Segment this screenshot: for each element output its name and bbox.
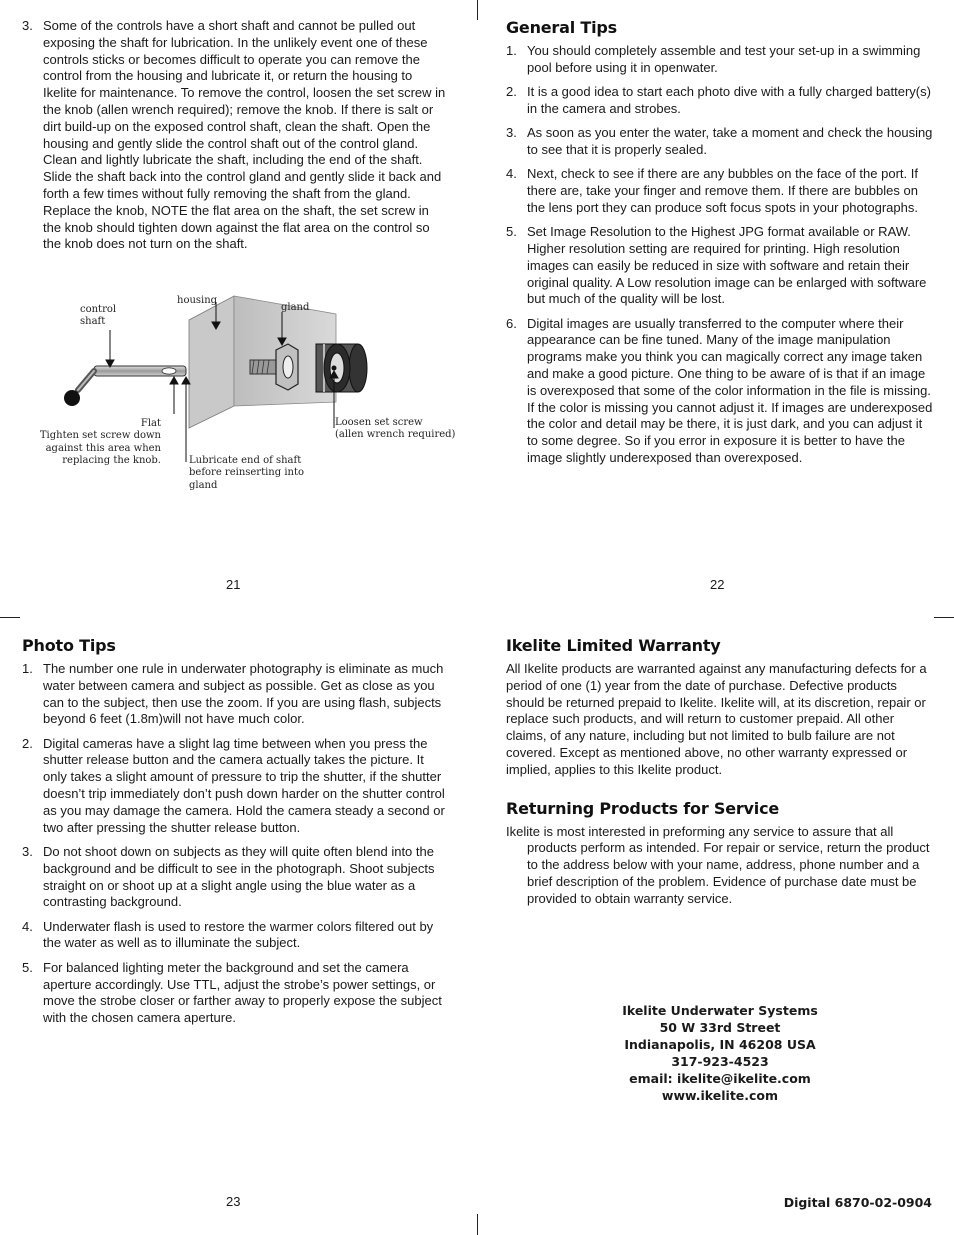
label-housing: housing (177, 295, 218, 306)
item-text: The number one rule in underwater photography is eliminate as much water between camera and subject as possible. Get as close as you can to the subject, then use the zoom. If you are using flash, subjects beyond 6 feet (1.8m)will not have much color. (43, 661, 444, 727)
label-line: Loosen set screw (335, 417, 423, 428)
address-web: www.ikelite.com (661, 1088, 779, 1103)
list-item (22, 736, 448, 837)
list-item (22, 661, 448, 728)
label-line: replacing the knob. (62, 454, 161, 466)
label-line: Flat (140, 418, 161, 429)
label-line: shaft (80, 316, 106, 328)
page-number-23: 23 (226, 1194, 241, 1209)
list-item (506, 43, 934, 77)
page-number-22: 22 (710, 577, 725, 592)
control-shaft-diagram (36, 278, 456, 503)
page-22 (506, 18, 934, 474)
trim-mark-right (934, 617, 954, 618)
label-gland: gland (281, 302, 310, 313)
service-heading: Returning Products for Service (506, 798, 780, 818)
list-item (22, 960, 448, 1027)
page-number-21: 21 (226, 577, 241, 592)
list-item (506, 84, 934, 118)
item-text: Next, check to see if there are any bubbles on the face of the port. If there are, take your finger and remove them. If there are bubbles on the lens port they can produce soft focus spots in your photographs. (527, 166, 918, 215)
list-item (506, 316, 934, 467)
list-item (22, 844, 448, 911)
item-text: Do not shoot down on subjects as they will quite often blend into the background and be difficult to see in the photograph. Shoot subjects straight on or shoot up at a slight angle using the blue water as a contrasting background. (43, 843, 435, 910)
item-text: For balanced lighting meter the background and set the camera aperture accordingly. Use TTL, adjust the strobe’s power settings, or move the strobe closer or farther away to properly expose the subject with the chosen camera aperture. (43, 959, 442, 1026)
label-flat (40, 418, 161, 467)
list-item (22, 18, 448, 253)
page-23 (22, 636, 448, 1034)
item-text: You should completely assemble and test your set-up in a swimming pool before using it in openwater. (527, 43, 921, 75)
item-text: Digital cameras have a slight lag time between when you press the shutter release button and the camera actually takes the picture. It only takes a slight amount of pressure to trip the shutter, if the shutter doesn’t trip immediately don’t push down harder on the shutter control as you may damage the camera. Hold the camera steady a second or two after pressing the shutter release button. (43, 735, 445, 835)
control-shaft (64, 366, 186, 406)
photo-tips-heading: Photo Tips (22, 636, 116, 655)
item-number: 2. (506, 84, 517, 100)
housing-wall-edge (189, 296, 234, 428)
address-street: 50 W 33rd Street (659, 1020, 781, 1035)
general-tips-heading: General Tips (506, 18, 617, 37)
list-item (506, 166, 934, 216)
item-text: It is a good idea to start each photo dive with a fully charged battery(s) in the camera and strobes. (527, 84, 931, 116)
item-number: 5. (22, 959, 33, 975)
knob (316, 344, 367, 392)
item-number: 3. (506, 125, 517, 141)
item-number: 2. (22, 735, 33, 751)
item-text: Some of the controls have a short shaft and cannot be pulled out exposing the shaft for lubrication. In the unlikely event one of these controls sticks or becomes difficult to operate you can remove the control from the housing and lubricate it, or return the housing to Ikelite for maintenance. To remove the control, loosen the set screw in the knob (allen wrench required); remove the knob. If there is salt or dirt build-up on the exposed control shaft, clean the shaft. Open the housing and gently slide the control shaft out of the control gland. Clean and lightly lubricate the shaft, including the end of the shaft. Slide the shaft back into the control gland and gently slide it back and forth a few times without fully removing the shaft from the gland. Replace the knob, NOTE the flat area on the shaft, the set screw in the knob should tighten down against the flat area on the control so the knob does not turn on the shaft. (43, 18, 446, 252)
item-number: 3. (22, 843, 33, 859)
photo-tips-list (22, 661, 448, 1027)
address-company: Ikelite Underwater Systems (622, 1003, 818, 1018)
control-maintenance-list (22, 18, 448, 253)
list-item (506, 224, 934, 308)
item-text: Digital images are usually transferred to the computer where their appearance can be fine tuned. Many of the image manipulation programs make you think you can magically correct any image taken and make a good picture. One thing to be aware of is that if an image is overexposed that some of the color information in the file is missing. If the color is missing you cannot adjust it. If images are underexposed the color and detail may be there, it is just dark, and you can adjust it to some degree. So if you error in exposure it is better to have the image slightly underexposed than overexposed. (527, 315, 933, 466)
label-lubricate (189, 455, 304, 492)
address-city: Indianapolis, IN 46208 USA (624, 1037, 816, 1052)
label-line: (allen wrench required) (335, 429, 456, 441)
service-text: Ikelite is most interested in preforming any service to assure that all products perform as intended. For repair or service, return the product to the address below with your name, address, phone number and a brief description of the problem. Evidence of purchase date must be provided to obtain warranty service. (506, 823, 930, 906)
label-loosen-set-screw (335, 417, 455, 442)
label-line: Tighten set screw down (39, 430, 161, 442)
item-text: Underwater flash is used to restore the warmer colors filtered out by the water as well as to illuminate the subject. (43, 918, 434, 951)
address-email: email: ikelite@ikelite.com (629, 1071, 811, 1086)
label-line: before reinserting into (189, 467, 304, 479)
page-21 (22, 18, 448, 261)
item-number: 6. (506, 315, 517, 331)
document-id: Digital 6870-02-0904 (783, 1195, 932, 1210)
list-item (22, 919, 448, 953)
list-item (506, 125, 934, 159)
item-number: 4. (22, 918, 33, 934)
label-line: Lubricate end of shaft (189, 455, 302, 466)
warranty-heading: Ikelite Limited Warranty (506, 636, 721, 655)
item-number: 5. (506, 224, 517, 240)
label-line: control (80, 304, 117, 315)
item-text: Set Image Resolution to the Highest JPG format available or RAW. Higher resolution setting are required for printing. High resolution images can easily be reduced in size with software and retain their original quality. A Low resolution image can be enlarged with software but much of the quality will be lost. (527, 224, 927, 307)
ikelite-address (506, 1002, 934, 1104)
label-line: gland (189, 479, 218, 491)
general-tips-list (506, 43, 934, 467)
item-text: As soon as you enter the water, take a moment and check the housing to see that it is properly sealed. (527, 125, 933, 157)
trim-mark-bottom (477, 1214, 478, 1235)
trim-mark-top (477, 0, 478, 20)
warranty-text: All Ikelite products are warranted against any manufacturing defects for a period of one (1) year from the date of purchase. Defective products should be returned prepaid to Ikelite. Ikelite will, at its discretion, repair or replace such products, and will return to customer prepaid. All other claims, of any nature, including but not limited to bulb failure are not covered. Except as mentioned above, no other warranty expressed or implied, applies to this Ikelite product. (506, 661, 927, 777)
item-number: 1. (22, 661, 33, 676)
item-number: 1. (506, 43, 517, 58)
item-number: 3. (22, 18, 33, 33)
item-number: 4. (506, 166, 517, 182)
label-line: against this area when (45, 442, 161, 454)
label-control-shaft (80, 304, 116, 329)
trim-mark-left (0, 617, 20, 618)
page-24 (506, 636, 934, 908)
address-phone: 317-923-4523 (671, 1054, 769, 1069)
